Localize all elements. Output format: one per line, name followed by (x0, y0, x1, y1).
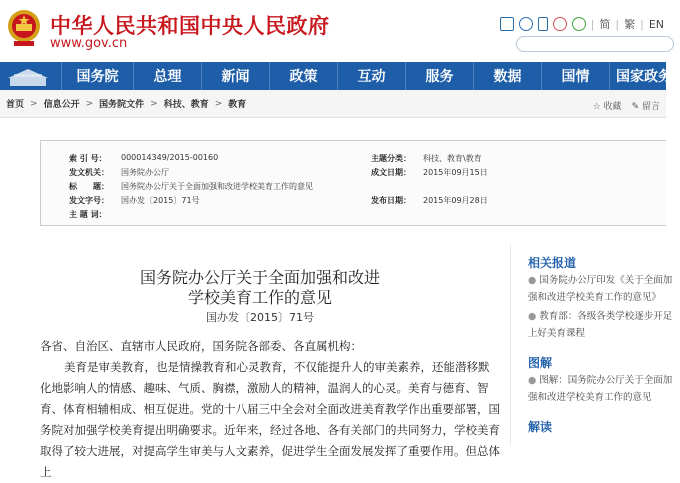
breadcrumb (0, 90, 666, 118)
breadcrumb-education[interactable]: 教育 (228, 100, 247, 110)
weibo-icon[interactable] (553, 17, 567, 31)
meta-row-index (41, 153, 666, 165)
nav-item-news[interactable]: 新闻 (202, 62, 270, 90)
bullet-icon: ● (528, 311, 537, 322)
tool-separator: | (590, 17, 595, 31)
meta-pubdate-label: 发布日期： (371, 196, 411, 205)
document-title-line2: 学校美育工作的意见 (187, 288, 332, 307)
nav-item-services[interactable]: 服务 (406, 62, 474, 90)
pen-icon: ✎ (631, 102, 640, 112)
illustration-link[interactable] (528, 372, 678, 406)
meta-row-issuer (41, 167, 666, 179)
illustration-text: 图解：国务院办公厅关于全面加强和改进学校美育工作的意见 (528, 375, 673, 403)
meta-date-label: 成文日期： (371, 168, 411, 177)
tiananmen-icon (0, 62, 56, 90)
meta-row-title (41, 181, 666, 193)
site-title[interactable]: 中华人民共和国中央人民政府 (50, 14, 330, 38)
meta-pubdate-value: 2015年09月28日 (423, 196, 488, 205)
nav-item-state-council[interactable]: 国务院 (62, 62, 134, 90)
breadcrumb-separator: > (214, 98, 223, 109)
document-title-line1: 国务院办公厅关于全面加强和改进 (139, 268, 380, 287)
related-report-text: 国务院办公厅印发《关于全面加强和改进学校美育工作的意见》 (528, 275, 673, 303)
meta-row-docno (41, 195, 666, 207)
document-body (40, 336, 500, 483)
breadcrumb-state-council-docs[interactable]: 国务院文件 (99, 100, 145, 110)
document-title (90, 268, 430, 308)
tool-separator: | (640, 17, 644, 31)
meta-docno-value: 国办发〔2015〕71号 (121, 196, 200, 205)
meta-date-value: 2015年09月15日 (423, 168, 488, 177)
meta-category-value: 科技、教育\教育 (423, 154, 482, 163)
meta-keywords-label: 主 题 词： (69, 210, 107, 219)
breadcrumb-separator: > (85, 98, 94, 109)
nav-item-interaction[interactable]: 互动 (338, 62, 406, 90)
nav-item-national-info[interactable]: 国情 (542, 62, 610, 90)
wechat-icon[interactable] (572, 17, 586, 31)
lang-simplified-link[interactable]: 简 (599, 18, 611, 31)
breadcrumb-info-disclosure[interactable]: 信息公开 (43, 100, 80, 110)
search-input[interactable] (516, 36, 674, 52)
meta-title-label: 标 题： (69, 182, 109, 191)
tool-separator: | (615, 17, 620, 31)
column-divider (510, 244, 511, 445)
document-paragraph: 美育是审美教育，也是情操教育和心灵教育，不仅能提升人的审美素养，还能潜移默化地影响人的情感、趣味、气质、胸襟，激励人的精神，温润人的心灵。美育与德育、智育、体育相辅相成、相互促进。党的十八届三中全会对全面改进美育教学作出重要部署，国务院对加强学校美育提出明确要求。近年来，经过各地、各有关部门的共同努力，学校美育取得了较大进展，对提高学生审美与人文素养，促进学生全面发展发挥了重要作用。但总体上 (40, 360, 500, 479)
meta-docno-label: 发文字号： (69, 196, 109, 205)
document-metadata-table (40, 140, 666, 226)
bullet-icon: ● (528, 375, 537, 386)
site-url[interactable]: www.gov.cn (50, 36, 128, 51)
comment-button[interactable] (632, 99, 660, 112)
meta-index-value: 000014349/2015-00160 (121, 153, 219, 162)
nav-item-government-affairs[interactable]: 国家政务 (616, 69, 672, 85)
lang-traditional-link[interactable]: 繁 (624, 18, 636, 31)
lang-english-link[interactable]: EN (648, 17, 664, 31)
mail-icon[interactable] (500, 17, 514, 31)
nav-item-premier[interactable]: 总理 (134, 62, 202, 90)
favorite-button[interactable] (593, 99, 622, 112)
nav-item-policy[interactable]: 政策 (270, 62, 338, 90)
comment-label: 留言 (641, 102, 660, 112)
meta-issuer-label: 发文机关： (69, 168, 109, 177)
breadcrumb-separator: > (150, 98, 158, 109)
breadcrumb-home[interactable]: 首页 (6, 100, 25, 110)
related-report-text: 教育部：各级各类学校逐步开足上好美育课程 (528, 311, 673, 339)
nav-home-icon[interactable] (0, 62, 62, 90)
related-report-link[interactable] (528, 308, 678, 342)
top-tools (500, 16, 664, 32)
related-report-link[interactable] (528, 272, 678, 306)
related-reports-heading[interactable]: 相关报道 (528, 256, 577, 270)
document-salutation: 各省、自治区、直辖市人民政府，国务院各部委、各直属机构： (40, 339, 362, 353)
favorite-label: 收藏 (603, 102, 622, 112)
meta-category-label: 主题分类： (371, 154, 411, 163)
document-number: 国办发〔2015〕71号 (206, 311, 314, 324)
mobile-icon[interactable] (538, 17, 548, 31)
illustration-heading[interactable]: 图解 (528, 356, 553, 370)
interpretation-heading[interactable]: 解读 (528, 420, 553, 434)
star-icon: ☆ (592, 102, 601, 112)
site-header (0, 0, 666, 62)
meta-index-label: 索 引 号： (69, 154, 107, 163)
bullet-icon: ● (528, 275, 537, 286)
breadcrumb-science-education[interactable]: 科技、教育 (163, 100, 209, 110)
meta-issuer-value: 国务院办公厅 (121, 168, 169, 177)
main-nav (0, 62, 672, 90)
meta-row-keywords (41, 209, 666, 221)
national-emblem-icon[interactable] (6, 8, 42, 48)
nav-item-data[interactable]: 数据 (474, 62, 542, 90)
breadcrumb-separator: > (30, 98, 38, 109)
meta-title-value: 国务院办公厅关于全面加强和改进学校美育工作的意见 (121, 182, 313, 191)
breadcrumb-tools (593, 99, 660, 112)
comment-icon[interactable] (519, 17, 533, 31)
